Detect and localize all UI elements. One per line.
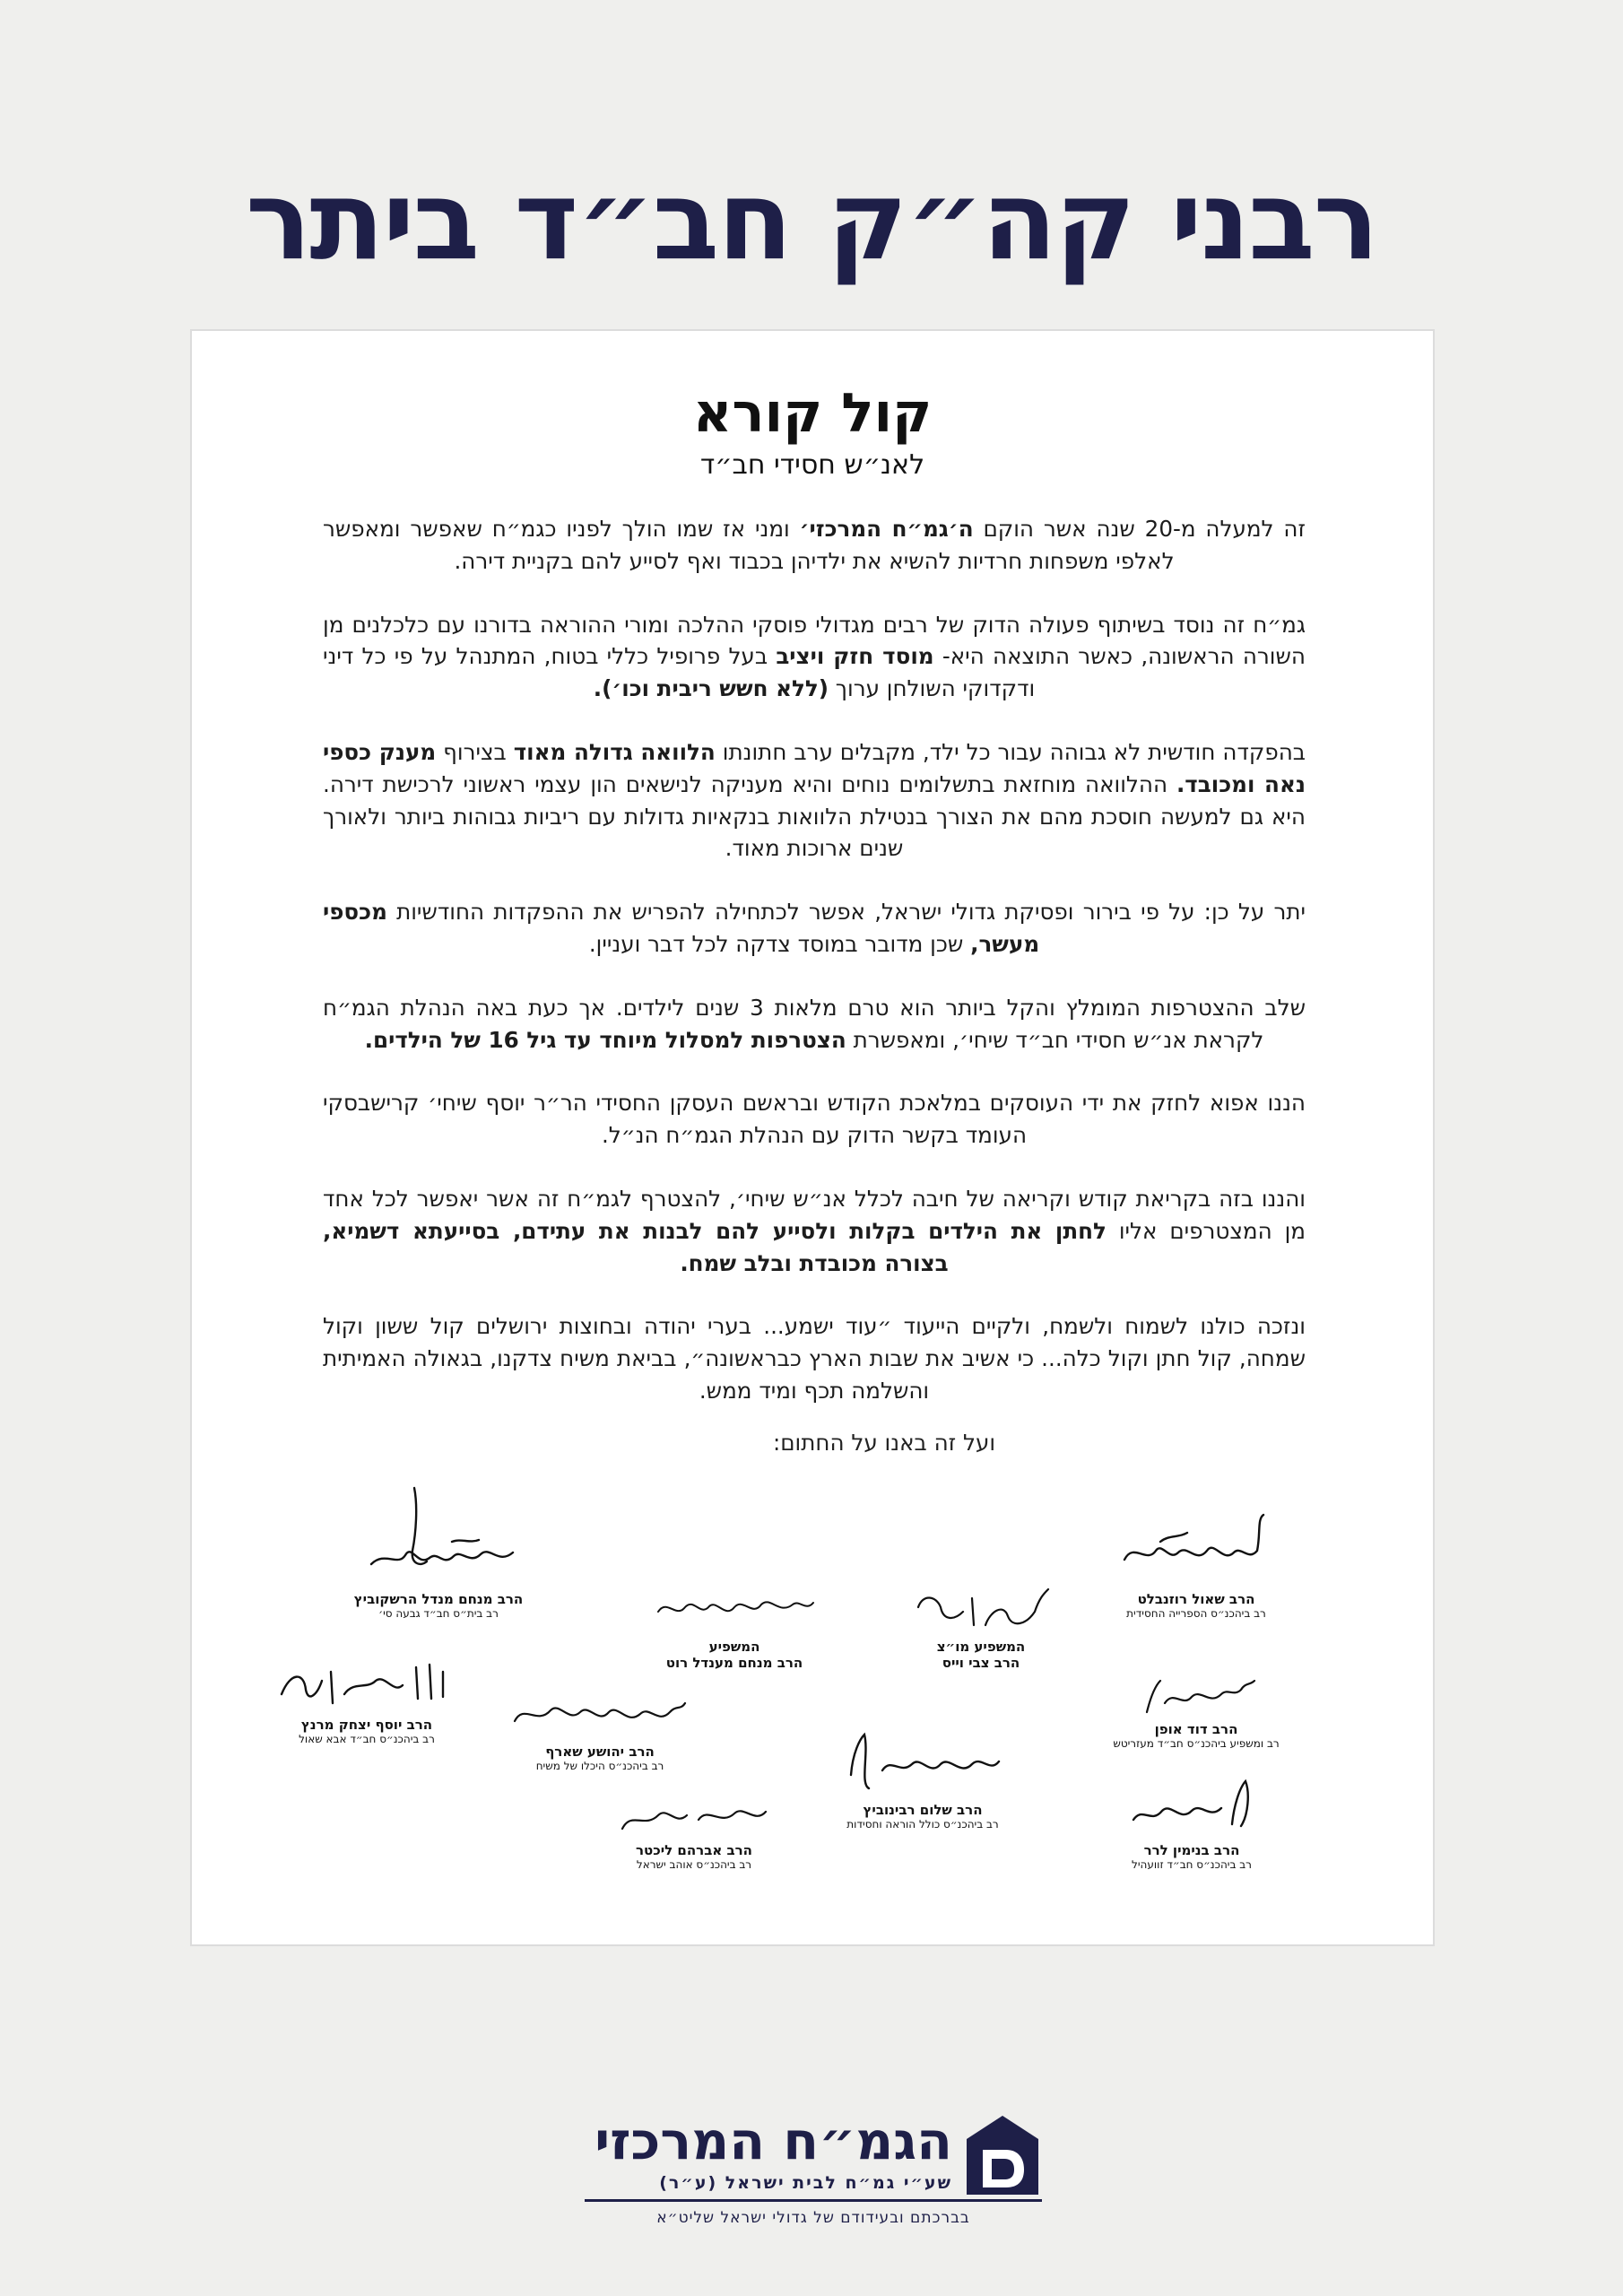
signer-role: רב ביהכנ״ס חב״ד זוועהיל [1132,1858,1252,1871]
signature-block: המשפיע מו״צ הרב צבי וייס [891,1576,1071,1671]
signature-block: המשפיע הרב מנחם מענדל רוט [640,1585,829,1671]
signer-name: הרב מנחם מנדל הרשקוביץ [353,1591,524,1607]
signer-name: הרב יוסף יצחק מרנץ [300,1717,433,1733]
signature-block [259,1654,474,1746]
signer-role: רב ביהכנ״ס הספרייה החסידית [1126,1607,1266,1620]
letter-body [323,513,1306,1456]
signer-name: הרב שלום רבינוביץ [863,1802,983,1818]
handwritten-signature [501,1685,699,1744]
letter-paragraph [323,609,1306,705]
signer-name: הרב צבי וייס [942,1655,1020,1671]
paragraph-text: בעל פרופיל כללי בטוח, המתנהל על פי כל דיני ודקדוקי השולחן ערוך [323,643,1036,702]
signer-role: רב ביהכנ״ס היכלו של משיח [535,1760,664,1772]
signer-name: הרב בנימין לרר [1143,1842,1240,1858]
letter-paragraph [323,896,1306,961]
letter-paragraph [323,992,1306,1057]
bold-text: לחתן את הילדים בקלות ולסייע להם לבנות את עתידם, בסייעתא דשמיא, בצורה מכובדת ובלב שמח. [323,1217,1107,1276]
signature-block [595,1788,793,1872]
letter-paragraph [323,1087,1306,1152]
letter-subtitle: לאנ״ש חסידי חב״ד [699,449,925,481]
paragraph-text: ונזכה כולנו לשמוח ולשמח, ולקיים הייעוד ״עוד ישמע... בערי יהודה ובחוצות ירושלים קול ששון וקול שמחה, קול חתן וקול כלה... כי אשיב את שבות הארץ כבראשונה״, בביאת משיח צדקנו, בגאולה האמיתית והשלמה תכף ומיד ממש. [323,1313,1306,1404]
signature-block [492,1685,707,1773]
signature-block [1089,1506,1304,1621]
signer-role: רב ביהכנ״ס כולל הוראה וחסידות [846,1818,999,1831]
page-title: רבני קה״ק חב״ד ביתר [245,157,1378,284]
signature-block [322,1479,555,1621]
logo-divider [585,2199,1042,2202]
handwritten-signature [335,1479,542,1591]
handwritten-signature [1124,1672,1268,1721]
handwritten-signature [1107,1506,1286,1591]
bold-text: מוסד חזק ויציב [776,643,934,670]
house-logo-icon [963,2112,1042,2195]
handwritten-signature [645,1585,824,1639]
footer-logo [585,2112,1042,2233]
bold-text: הצטרפות למסלול מיוחד עד גיל 16 של הילדים. [364,1026,846,1053]
signer-name: הרב דוד אופן [1154,1721,1238,1737]
paragraph-text: בהפקדה חודשית לא גבוהה עבור כל ילד, מקבלים ערב חתונתו [715,738,1306,765]
letter-card [190,329,1435,1946]
letter-paragraph [323,736,1306,865]
letter-title: קול קורא [692,382,933,445]
handwritten-signature [604,1788,784,1842]
paragraph-text: והננו בזה בקריאת קודש וקריאה של חיבה לכלל אנ״ש שיחי׳, להצטרף לגמ״ח זה אשר יאפשר לכל אחד מן המצטרפים אליו [323,1185,1306,1244]
letter-paragraph [323,1183,1306,1279]
signer-role: רב ומשפיע ביהכנ״ס חב״ד מעזריטש [1113,1737,1280,1750]
bold-text: מענק כספי נאה ומכובד. [323,738,1306,797]
paragraph-text: ההלוואה מוחזאת בתשלומים נוחים והיא מעניקה לנישאים הון עצמי ראשוני לרכישת דירה. היא גם למעשה חוסכת מהם את הצורך בנטילת הלוואות בנקאיות גדולות עם ריביות גבוהות ביותר ולאורך שנים ארוכות מאוד. [323,770,1306,862]
bold-text: ה׳גמ״ח המרכזי׳ [799,516,974,542]
signer-name: הרב אברהם ליכטר [636,1842,752,1858]
handwritten-signature [268,1654,465,1717]
bold-text: מכספי מעשר, [323,899,1040,957]
paragraph-text: יתר על כן: על פי בירור ופסיקת גדולי ישראל, אפשר לכתחילה להפריש את ההפקדות החודשיות [386,899,1306,926]
signer-name: הרב שאול רוזנבלט [1137,1591,1255,1607]
letter-paragraph [323,513,1306,578]
signer-name: הרב יהושע שארף [545,1744,655,1760]
bold-text: הלוואה גדולה מאוד [513,738,716,765]
paragraph-text: שלב ההצטרפות המומלץ והקל ביותר הוא טרם מלאות 3 שנים לילדים. אך כעת באה הנהלת הגמ״ח לקראת אנ״ש חסידי חב״ד שיחי׳, ומאפשרת [323,994,1306,1053]
bold-text: (ללא חשש ריבית וכו׳). [593,675,829,702]
logo-tagline: בברכתם ובעידודם של גדולי ישראל שליט״א [656,2209,970,2227]
signer-role: רב ביהכנ״ס חב״ד אבא שאול [299,1733,435,1745]
paragraph-text: בצירוף [436,738,514,765]
signer-role: רב בית״ס חב״ד גבעה סי׳ [378,1607,499,1620]
paragraph-text: גמ״ח זה נוסד בשיתוף פעולה הדוק של רבים מגדולי פוסקי ההלכה ומורי ההוראה בדורנו עם כלכלנים מן השורה הראשונה, כאשר התוצאה היא- [323,611,1306,670]
handwritten-signature [900,1576,1062,1639]
handwritten-signature [1115,1770,1268,1842]
signature-block [1089,1672,1304,1751]
closing-line: ועל זה באנו על החתום: [772,1429,996,1456]
signature-block [820,1721,1026,1831]
signer-role: רב ביהכנ״ס אוהב ישראל [636,1858,752,1871]
signature-block [1102,1770,1281,1872]
letter-paragraph [323,1310,1306,1406]
paragraph-text: שכן מדובר במוסד צדקה לכל דבר ועניין. [588,930,971,957]
logo-text: הגמ״ח המרכזי [595,2110,952,2171]
paragraph-text: הננו אפוא לחזק את ידי העוסקים במלאכת הקודש ובראשם העסקן החסידי הר״ר יוסף שיחי׳ קרישבסקי העומד בקשר הדוק עם הנהלת הגמ״ח הנ״ל. [323,1090,1306,1149]
paragraph-text: ומני אז שמו הולך לפניו כגמ״ח שאפשר ומאפשר לאלפי משפחות חרדיות להשיא את ילדיהן בכבוד ואף לסייע להם בקניית דירה. [323,516,1175,574]
handwritten-signature [833,1721,1012,1802]
signer-name: הרב מנחם מענדל רוט [665,1655,803,1671]
paragraph-text: זה למעלה מ-20 שנה אשר הוקם [973,516,1306,542]
logo-subtitle: שע״י גמ״ח לבית ישראל (ע״ר) [659,2173,952,2193]
